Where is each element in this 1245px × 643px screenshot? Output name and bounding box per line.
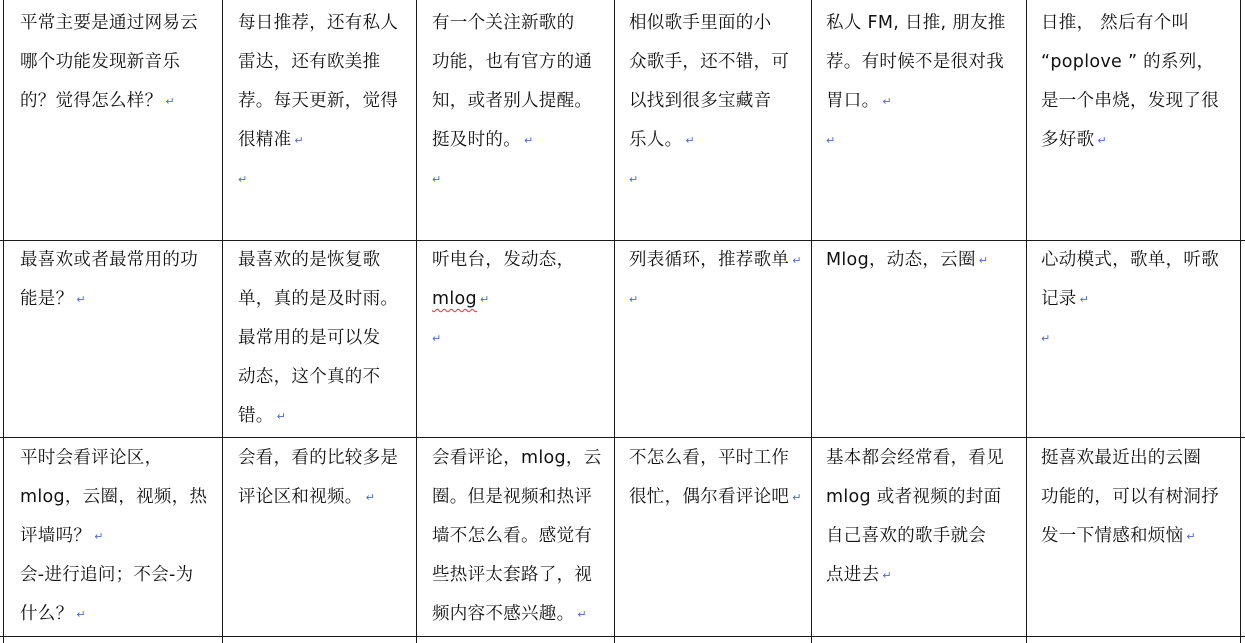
answer-line: mlog 或者视频的封面: [826, 487, 1002, 507]
answer-line: Mlog，动态，云圈 ↵: [826, 250, 989, 270]
question-line: 能是？ ↵: [20, 289, 86, 309]
column-divider: [614, 0, 615, 643]
table-border-right: [1240, 0, 1241, 643]
answer-line: 乐人。 ↵: [629, 130, 695, 150]
answer-line: 最喜欢的是恢复歌: [238, 250, 381, 270]
answer-line: 功能，也有官方的通: [432, 52, 593, 72]
answer-cell: [1041, 439, 1219, 556]
question-line: 平常主要是通过网易云: [20, 13, 198, 33]
answer-line: 最常用的是可以发: [238, 328, 381, 348]
paragraph-mark-icon: ↵: [94, 530, 104, 543]
answer-line: 心动模式，歌单，听歌: [1041, 250, 1219, 270]
paragraph-mark-icon: ↵: [629, 293, 639, 306]
paragraph-mark-icon: ↵: [365, 491, 376, 504]
answer-line: 不怎么看，平时工作: [629, 448, 790, 468]
answer-line: 点进去 ↵: [826, 565, 892, 585]
paragraph-mark-icon: ↵: [76, 293, 86, 306]
answer-line: 挺喜欢最近出的云圈: [1041, 448, 1202, 468]
answer-line: 相似歌手里面的小: [629, 13, 772, 33]
question-cell: [20, 241, 198, 319]
answer-cell: [629, 241, 802, 319]
answer-cell: [238, 241, 398, 436]
answer-line: 知，或者别人提醒。: [432, 91, 593, 111]
answer-line: 众歌手，还不错，可: [629, 52, 790, 72]
answer-cell: [826, 241, 988, 280]
answer-line: [629, 280, 802, 319]
answer-line: 每日推荐，还有私人: [238, 13, 399, 33]
question-line: 平时会看评论区，: [20, 448, 163, 468]
paragraph-mark-icon: ↵: [685, 134, 695, 147]
paragraph-mark-icon: ↵: [76, 608, 86, 621]
answer-line: 荐。有时候不是很对我: [826, 52, 1004, 72]
answer-line: [432, 160, 592, 199]
paragraph-mark-icon: ↵: [238, 173, 248, 186]
answer-cell: [432, 4, 592, 199]
answer-line: [826, 121, 1006, 160]
question-line: 什么？ ↵: [20, 604, 86, 624]
answer-cell: [629, 4, 789, 199]
question-cell: [20, 4, 198, 121]
question-line: 的？觉得怎么样？ ↵: [20, 91, 175, 111]
answer-line: 日推， 然后有个叫: [1041, 13, 1190, 33]
answer-line: 自己喜欢的歌手就会: [826, 526, 987, 546]
answer-line: 列表循环，推荐歌单 ↵: [629, 250, 802, 270]
answer-cell: [629, 439, 802, 517]
answer-line: 墙不怎么看。感觉有: [432, 526, 593, 546]
answer-line: 功能的，可以有树洞抒: [1041, 487, 1219, 507]
answer-line: [432, 319, 574, 358]
question-line: mlog，云圈，视频，热: [20, 487, 208, 507]
answer-line: 单，真的是及时雨。: [238, 289, 399, 309]
column-divider: [416, 0, 417, 643]
answer-cell: [432, 439, 602, 634]
answer-line: 挺及时的。 ↵: [432, 130, 534, 150]
row-divider: [0, 636, 1245, 637]
answer-cell: [238, 4, 398, 199]
answer-line: 以找到很多宝藏音: [629, 91, 772, 111]
answer-line: “poplove ” 的系列，: [1041, 52, 1215, 72]
answer-line: 错。 ↵: [238, 406, 287, 426]
paragraph-mark-icon: ↵: [978, 254, 989, 267]
question-line: 会-进行追问；不会-为: [20, 565, 194, 585]
paragraph-mark-icon: ↵: [629, 173, 639, 186]
paragraph-mark-icon: ↵: [792, 491, 802, 504]
answer-line: 私人 FM, 日推, 朋友推: [826, 13, 1006, 33]
answer-line: 频内容不感兴趣。 ↵: [432, 604, 587, 624]
column-divider: [222, 0, 223, 643]
paragraph-mark-icon: ↵: [294, 134, 304, 147]
column-divider: [811, 0, 812, 643]
answer-line: 基本都会经常看，看见: [826, 448, 1004, 468]
answer-line: 评论区和视频。 ↵: [238, 487, 376, 507]
answer-line: 很忙，偶尔看评论吧 ↵: [629, 487, 802, 507]
paragraph-mark-icon: ↵: [1097, 134, 1107, 147]
answer-line: [238, 160, 398, 199]
paragraph-mark-icon: ↵: [432, 173, 442, 186]
answer-cell: [1041, 241, 1219, 358]
question-line: 最喜欢或者最常用的功: [20, 250, 198, 270]
answer-cell: [1041, 4, 1219, 160]
answer-line: 圈。但是视频和热评: [432, 487, 593, 507]
answer-line: 胃口。 ↵: [826, 91, 892, 111]
paragraph-mark-icon: ↵: [276, 410, 287, 423]
answer-line: 是一个串烧，发现了很: [1041, 91, 1219, 111]
answer-cell: [826, 439, 1004, 595]
answer-line: 多好歌 ↵: [1041, 130, 1107, 150]
paragraph-mark-icon: ↵: [1041, 332, 1051, 345]
paragraph-mark-icon: ↵: [577, 608, 587, 621]
answer-line: 荐。每天更新，觉得: [238, 91, 399, 111]
paragraph-mark-icon: ↵: [165, 95, 175, 108]
answer-line: mlog ↵: [432, 289, 490, 309]
answer-line: [1041, 319, 1219, 358]
paragraph-mark-icon: ↵: [826, 134, 836, 147]
answer-cell: [432, 241, 574, 358]
answer-line: 动态，这个真的不: [238, 367, 381, 387]
answer-line: 会看评论，mlog，云: [432, 448, 602, 468]
paragraph-mark-icon: ↵: [882, 95, 892, 108]
paragraph-mark-icon: ↵: [792, 254, 802, 267]
question-line: 评墙吗？ ↵: [20, 526, 104, 546]
answer-line: 有一个关注新歌的: [432, 13, 575, 33]
answer-line: [629, 160, 789, 199]
question-cell: [20, 439, 207, 634]
answer-cell: [238, 439, 398, 517]
answer-line: 很精准 ↵: [238, 130, 304, 150]
answer-line: 记录 ↵: [1041, 289, 1090, 309]
paragraph-mark-icon: ↵: [432, 332, 442, 345]
column-divider: [1026, 0, 1027, 643]
answer-line: 雷达，还有欧美推: [238, 52, 381, 72]
paragraph-mark-icon: ↵: [882, 569, 892, 582]
answer-line: 会看，看的比较多是: [238, 448, 399, 468]
answer-cell: [826, 4, 1006, 160]
row-divider: [0, 437, 1245, 438]
paragraph-mark-icon: ↵: [1186, 530, 1196, 543]
answer-line: 听电台，发动态，: [432, 250, 575, 270]
answer-line: 些热评太套路了，视: [432, 565, 593, 585]
answer-line: 发一下情感和烦恼 ↵: [1041, 526, 1196, 546]
paragraph-mark-icon: ↵: [1079, 293, 1090, 306]
paragraph-mark-icon: ↵: [479, 293, 490, 306]
table-border-left: [3, 0, 4, 643]
question-line: 哪个功能发现新音乐: [20, 52, 181, 72]
paragraph-mark-icon: ↵: [524, 134, 534, 147]
